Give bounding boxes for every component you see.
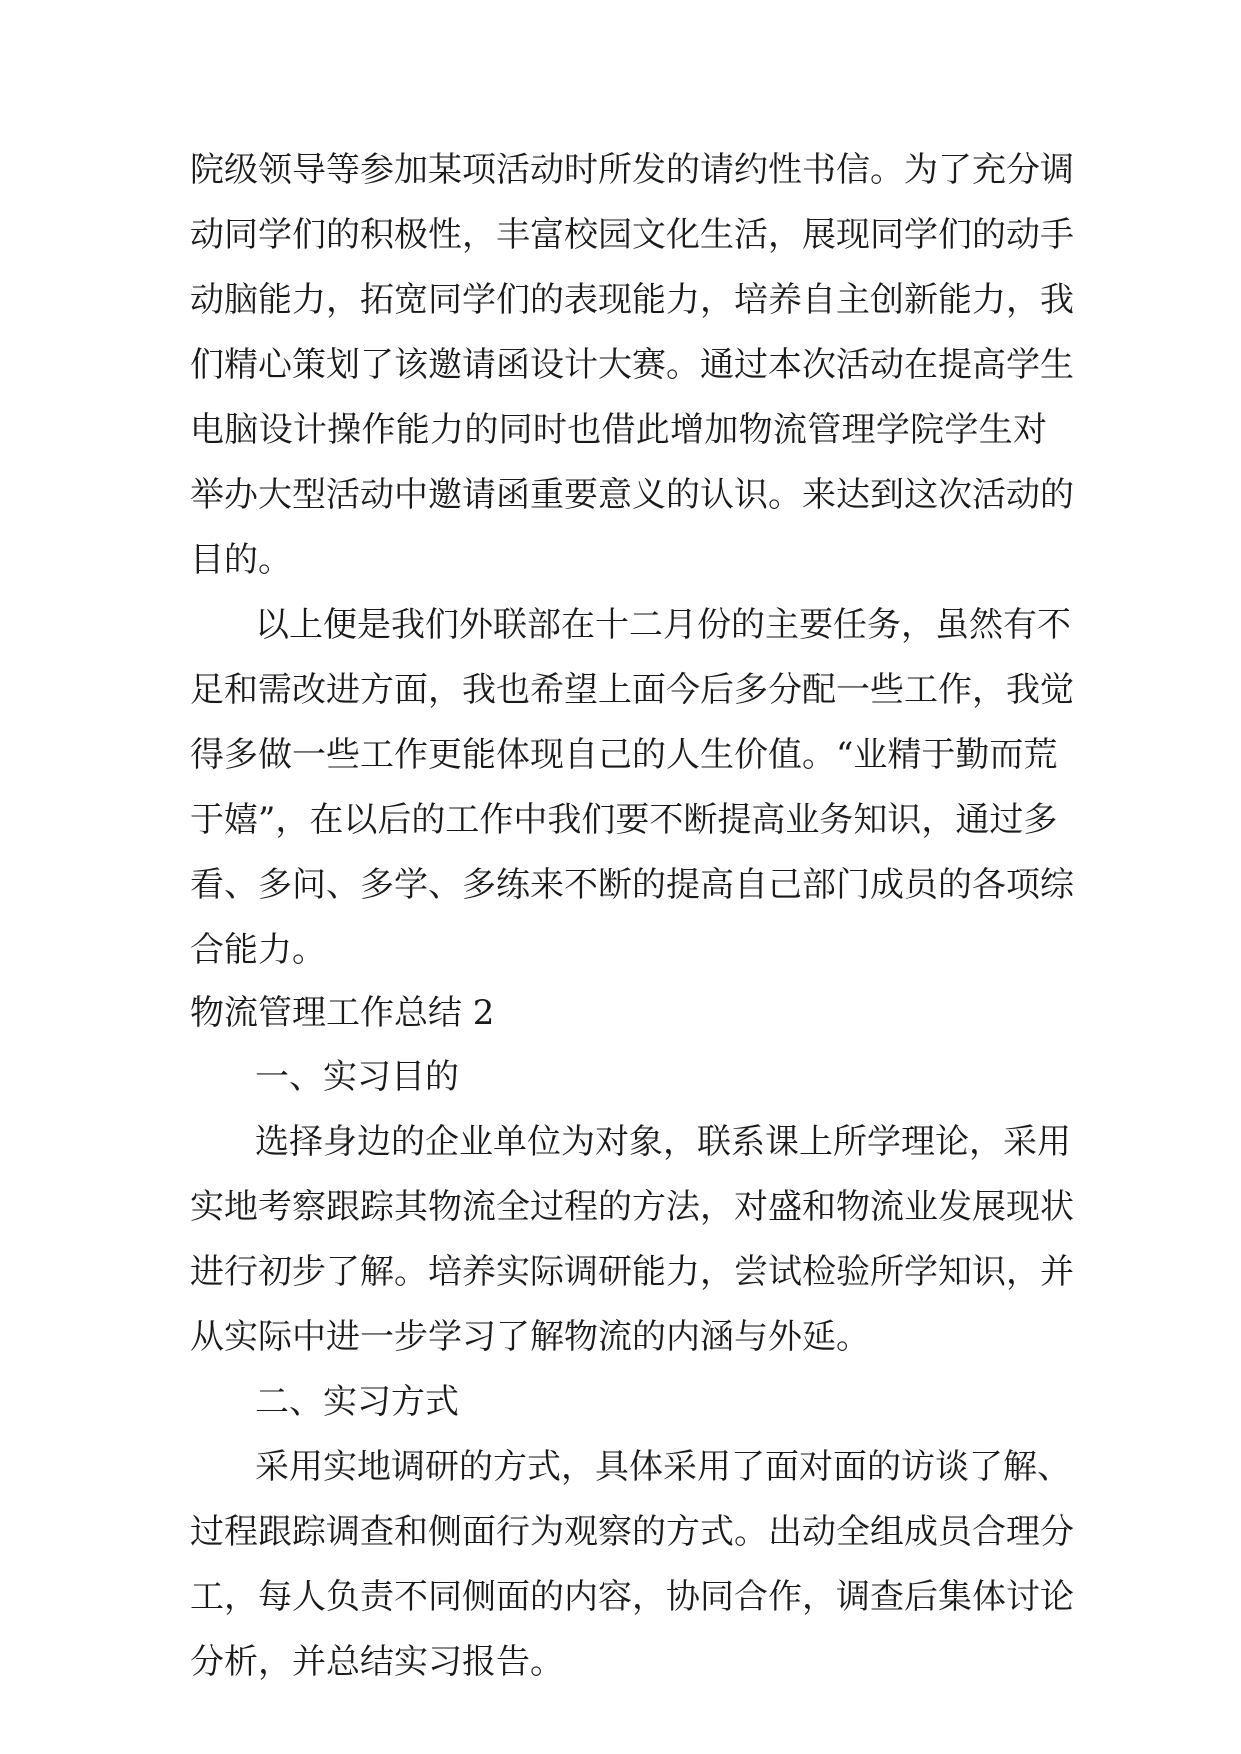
text-line: 目的。 — [190, 540, 292, 580]
paragraph-first-line: 选择身边的企业单位为对象，联系课上所学理论，采用 — [255, 1122, 1071, 1162]
text-line: 看、多问、多学、多练来不断的提高自己部门成员的各项综 — [190, 865, 1074, 905]
text-line: 从实际中进一步学习了解物流的内涵与外延。 — [190, 1317, 870, 1357]
paragraph-first-line: 以上便是我们外联部在十二月份的主要任务，虽然有不 — [255, 605, 1071, 645]
text-line: 们精心策划了该邀请函设计大赛。通过本次活动在提高学生 — [190, 345, 1074, 385]
section-title: 物流管理工作总结 2 — [190, 993, 495, 1033]
text-line: 实地考察跟踪其物流全过程的方法，对盛和物流业发展现状 — [190, 1187, 1074, 1227]
text-line: 得多做一些工作更能体现自己的人生价值。“业精于勤而荒 — [190, 735, 1058, 775]
text-line: 分析，并总结实习报告。 — [190, 1642, 564, 1682]
text-line: 过程跟踪调查和侧面行为观察的方式。出动全组成员合理分 — [190, 1512, 1074, 1552]
text-line: 电脑设计操作能力的同时也借此增加物流管理学院学生对 — [190, 410, 1047, 450]
text-line: 进行初步了解。培养实际调研能力，尝试检验所学知识，并 — [190, 1252, 1074, 1292]
text-line: 院级领导等参加某项活动时所发的请约性书信。为了充分调 — [190, 150, 1074, 190]
text-line: 举办大型活动中邀请函重要意义的认识。来达到这次活动的 — [190, 475, 1074, 515]
text-line: 足和需改进方面，我也希望上面今后多分配一些工作，我觉 — [190, 670, 1074, 710]
text-line: 合能力。 — [190, 930, 326, 970]
text-line: 动脑能力，拓宽同学们的表现能力，培养自主创新能力，我 — [190, 280, 1074, 320]
text-line: 工，每人负责不同侧面的内容，协同合作，调查后集体讨论 — [190, 1577, 1074, 1617]
text-line: 于嬉”，在以后的工作中我们要不断提高业务知识，通过多 — [190, 800, 1058, 840]
subheading: 一、实习目的 — [255, 1057, 459, 1097]
paragraph-first-line: 采用实地调研的方式，具体采用了面对面的访谈了解、 — [255, 1447, 1071, 1487]
text-line: 动同学们的积极性，丰富校园文化生活，展现同学们的动手 — [190, 215, 1074, 255]
subheading: 二、实习方式 — [255, 1382, 459, 1422]
